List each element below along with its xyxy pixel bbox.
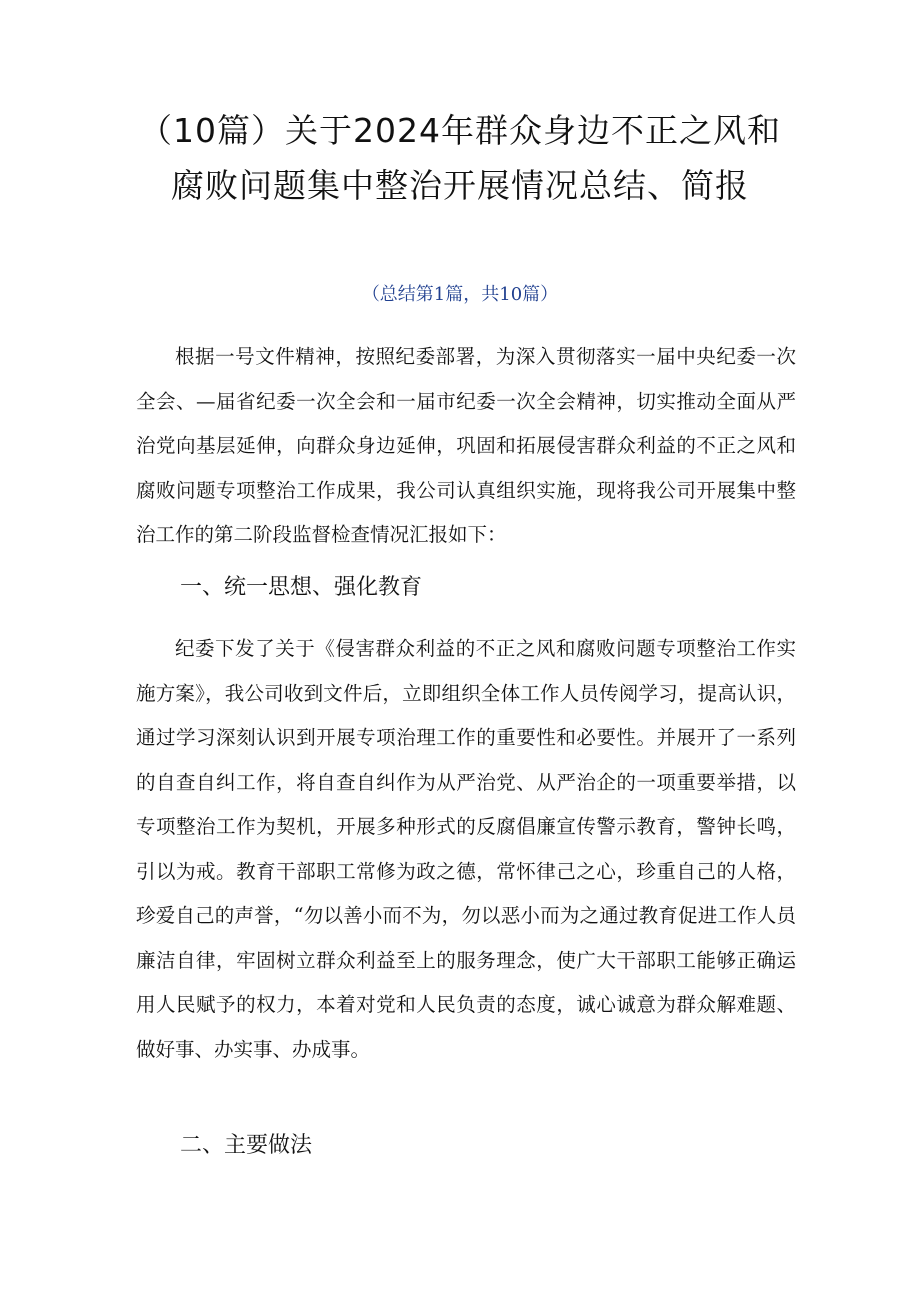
document-title [90,103,830,213]
title-line-2: 腐败问题集中整治开展情况总结、简报 [171,166,749,205]
section-heading-2: 二、主要做法 [180,1133,313,1158]
intro-paragraph: 根据一号文件精神，按照纪委部署，为深入贯彻落实一届中央纪委一次全会、—届省纪委一次全会和一届市纪委一次全会精神，切实推动全面从严治党向基层延伸，向群众身边延伸，巩固和拓展侵害群众利益的不正之风和腐败问题专项整治工作成果，我公司认真组织实施，现将我公司开展集中整治工作的第二阶段监督检查情况汇报如下： [136,345,796,546]
title-line-1: （10篇）关于2024年群众身边不正之风和 [139,111,781,150]
document-subtitle: （总结第1篇，共10篇） [361,284,559,305]
section-heading-1: 一、统一思想、强化教育 [180,575,423,600]
section-1-paragraph: 纪委下发了关于《侵害群众利益的不正之风和腐败问题专项整治工作实施方案》，我公司收到文件后，立即组织全体工作人员传阅学习，提高认识，通过学习深刻认识到开展专项治理工作的重要性和必要性。并展开了一系列的自查自纠工作，将自查自纠作为从严治党、从严治企的一项重要举措，以专项整治工作为契机，开展多种形式的反腐倡廉宣传警示教育，警钟长鸣，引以为戒。教育干部职工常修为政之德，常怀律己之心，珍重自己的人格，珍爱自己的声誉，“勿以善小而不为，勿以恶小而为之通过教育促进工作人员廉洁自律，牢固树立群众利益至上的服务理念，使广大干部职工能够正确运用人民赋予的权力，本着对党和人民负责的态度，诚心诚意为群众解难题、做好事、办实事、办成事。 [136,637,796,1061]
